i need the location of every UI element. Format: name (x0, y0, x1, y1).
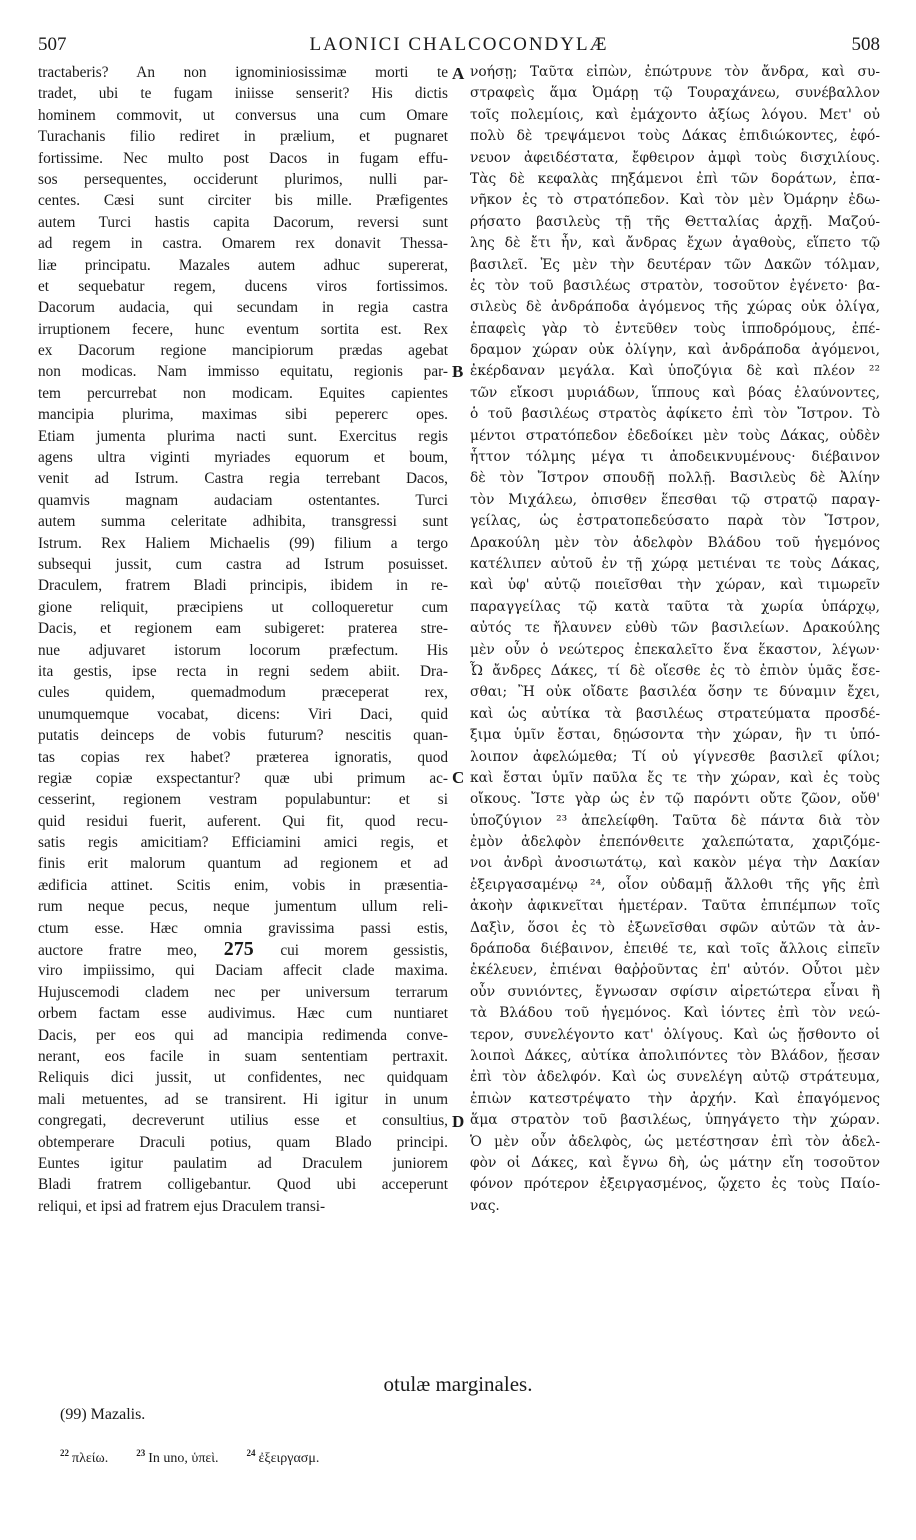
text-line: νοήσῃ; Ταῦτα εἰπὼν, ἐπώτρυνε τὸν ἄνδρα, καὶ συ- (470, 64, 880, 80)
text-line: ex Dacorum regione mancipiorum prædas agebat (38, 342, 448, 360)
section-marker-a: A (452, 64, 465, 83)
text-line: quid residui fuerit, auferent. Qui fit, quod recu- (38, 812, 448, 830)
text-line: autem summa celeritate adhibita, transgressi sunt (38, 513, 448, 531)
text-line: tradet, ubi te fugam iniisse senserit? His dictis (38, 85, 448, 103)
text-line: καὶ ὡς αὐτίκα τὰ βασιλέως στρατεύματα προσδέ- (470, 705, 880, 722)
text-line: ἧττον τόλμης μέγα τι ἀποδεικνυμένους· διέβαινον (470, 449, 880, 466)
text-line: quamvis magnam audaciam ostentantes. Turci (38, 491, 448, 509)
text-line: Draculem, fratrem Bladi principis, ibidem in re- (38, 577, 448, 595)
text-line: Istrum. Rex Haliem Michaelis (99) filium a tergo (38, 534, 448, 552)
inline-continuation: cui morem gessistis, (280, 942, 448, 960)
text-line: καὶ ἔσται ὑμῖν παῦλα ἔς τε τὴν χώραν, καὶ ἐς τοὺς (470, 769, 880, 786)
running-title: LAONICI CHALCOCONDYLÆ (309, 34, 609, 55)
text-line: τοῖς πολεμίοις, καὶ ἐμάχοντο ἀξίως λόγου. Μετ' οὐ (470, 106, 880, 123)
text-line: obtemperare Draculi potius, quam Blado principi. (38, 1133, 448, 1151)
text-line: δράποδα διέβαινον, ἐπειθέ τε, καὶ τοῖς ἄλλοις εἰπεῖν (470, 941, 880, 958)
text-line: νας. (470, 1197, 500, 1214)
text-line: Dacorum audacia, qui secundam in regia castra (38, 299, 448, 317)
text-line: καὶ ὑφ' αὐτῷ ποιεῖσθαι τὴν χώραν, καὶ τιμωρεῖν (470, 577, 880, 594)
text-line: ἐμὸν ἀδελφὸν ἐπεπόνθειτε χαλεπώτατα, χαριζόμε- (470, 834, 880, 851)
text-line: tem percurrebat non modicam. Equites capientes (38, 384, 448, 402)
text-line: regiæ copiæ exspectantur? quæ ubi primum ac- (38, 769, 448, 787)
text-line: νοι ἀνδρὶ ἀνοσιωτάτῳ, καὶ κακὸν μέγα τὴν Δακίαν (470, 855, 880, 872)
text-line: Dacis, per eos qui ad mancipia redimenda conve- (38, 1026, 448, 1044)
text-line: ctum esse. Hæc omnia gravissima passi estis, (38, 919, 448, 937)
text-line: στραφεὶς ἅμα Ὀμάρῃ τῷ Τουραχάνεω, συνέβαλλον (470, 85, 880, 102)
text-line: tas copias rex habet? præterea ignoratis, quod (38, 748, 448, 766)
text-line: τῶν εἴκοσι μυριάδων, ἵππους καὶ βόας ἐλαύνοντες, (470, 384, 880, 401)
text-line: Bladi fratrem colligebantur. Quod ubi acceperunt (38, 1176, 448, 1194)
text-line: tractaberis? An non ignominiosissimæ morti te (38, 64, 448, 81)
text-line: Ὁ μὲν οὖν ἀδελφὸς, ὡς μετέστησαν ἐπὶ τὸν ἀδελ- (470, 1133, 880, 1150)
text-line: gione reliquit, præcipiens ut colloqueretur cum (38, 598, 448, 616)
apparatus-text: πλείω. (72, 1450, 109, 1466)
text-line: autem Turci hastis capita Dacorum, reversi sunt (38, 213, 448, 231)
section-marker-d: D (452, 1112, 465, 1131)
text-line: subsequi jussit, cum castra ad Istrum posuisset. (38, 555, 448, 573)
text-line: δραμον χώραν οὐκ ὀλίγην, καὶ ἀνδράποδα ἀγόμενοι, (470, 342, 880, 359)
text-line: Τὰς δὲ κεφαλὰς πηξάμενοι ἐπὶ τῶν δοράτων, ἐπα- (470, 170, 880, 187)
text-line: ὁ τοῦ βασιλέως στρατὸς ἀφίκετο ἐπὶ τὸν Ἴστρον. Τὸ (470, 406, 880, 423)
greek-column (470, 62, 880, 1217)
text-line: Turachanis filio rediret in prælium, et pugnaret (38, 128, 448, 146)
text-line: irruptionem fecere, hunc eventum sortita est. Rex (38, 320, 448, 338)
text-line: congregati, decreverunt utilius esse et consultius, (38, 1112, 448, 1130)
text-line: ξιμα ὑμῖν ἔσται, δῃώσοντα τὴν χώραν, ἣν τι ὑπό- (470, 727, 880, 744)
text-line: Δρακούλη μὲν τὸν ἀδελφὸν Βλάδου τοῦ ἡγεμόνος (470, 534, 880, 551)
text-line: ἐπὶ τὸν ἀδελφόν. Καὶ ὡς συνελέγη αὐτῷ στράτευμα, (470, 1069, 880, 1086)
text-line: πολὺ δὲ τρεψάμενοι τοὺς Δάκας ἐπιδιώκοντες, ἐφό- (470, 128, 880, 145)
text-line: auctore fratre meo, 275 cui morem gessistis, (38, 939, 448, 961)
apparatus-number: 22 (60, 1448, 69, 1458)
text-line: γείλας, ὡς ἐστρατοπεδεύσατο παρὰ τὸν Ἴστρον, (470, 513, 880, 530)
left-page-number: 507 (38, 34, 67, 55)
text-line: non modicas. Nam immisso equitatu, regionis par- (38, 363, 448, 381)
section-marker-c: C (452, 768, 465, 787)
text-line: satis regis amicitiam? Efficiamini amici regis, et (38, 834, 448, 852)
text-line: venit ad Istrum. Castra regia terrebant Dacos, (38, 470, 448, 488)
text-line: rum neque pecus, neque jumentum ullum reli- (38, 898, 448, 916)
text-line: οὖν συνιόντες, ἔγνωσαν σφίσιν αἱρετώτερα εἶναι ἢ (470, 983, 880, 1000)
apparatus-text: ἐξειργασμ. (258, 1450, 320, 1466)
text-line: agens ultra viginti myriades equorum et boum, (38, 449, 448, 467)
text-line: ἐπιὼν κατεστρέψατο τὴν ἀρχήν. Καὶ ἐπαγόμενος (470, 1090, 880, 1107)
text-line: mali metuentes, ad se transirent. Hi igitur in unum (38, 1090, 448, 1108)
text-line: cules quidem, quemadmodum præceperat rex, (38, 684, 448, 702)
text-line: λοιπον ἀφελώμεθα; Τί οὐ γίγνεσθε βασιλεῖ φίλοι; (470, 748, 880, 765)
text-line: ἀκοὴν ἀφικνεῖται ἡμετέραν. Ταῦτα ἐπιπέμπων τοῖς (470, 898, 880, 915)
text-line: φὸν οἱ Δάκες, καὶ ἔγνω δὴ, ὡς μάτην εἴη τοσοῦτον (470, 1154, 880, 1171)
text-line: οἴκους. Ἴστε γὰρ ὡς ἐν τῷ παρόντι οὔτε ζῶον, οὔθ' (470, 791, 880, 808)
apparatus-entry (246, 1448, 334, 1466)
critical-apparatus (60, 1448, 347, 1467)
marginal-note-99: (99) Mazalis. (60, 1406, 146, 1423)
text-line: ἅμα στρατὸν τοῦ βασιλέως, ὑπηγάγετο τὴν χώραν. (470, 1112, 880, 1129)
apparatus-entry (60, 1448, 122, 1466)
text-line: φόνον πρότερον ἐξειργασμένος, ᾤχετο ἐς τοὺς Παίο- (470, 1176, 880, 1193)
text-line: orbem factam esse audivimus. Hæc cum nuntiaret (38, 1005, 448, 1023)
text-line: ρήσατο βασιλεὺς τῇ τῆς Θετταλίας ἀρχῇ. Μαζού- (470, 213, 880, 230)
text-line: μέντοι στρατόπεδον ἐδεδοίκει μὲν τοὺς Δάκας, οὐδὲν (470, 427, 880, 444)
text-line: ita gestis, ipse recta in regni sedem abiit. Dra- (38, 662, 448, 680)
text-line: ἐπαφεὶς γὰρ τὸ ἐντεῦθεν τοὺς ἱπποδρόμους, ἐπέ- (470, 320, 880, 337)
text-line: λοιποὶ Δάκες, αὐτίκα ἀπολιπόντες τὸν Βλάδον, ᾔεσαν (470, 1047, 880, 1064)
text-line: Etiam jumenta plurima nacti sunt. Exercitus regis (38, 427, 448, 445)
text-line: mancipia plurima, maximas sibi pepererc opes. (38, 406, 448, 424)
right-page-number: 508 (851, 34, 880, 55)
apparatus-number: 23 (136, 1448, 146, 1458)
text-line: ἐκέρδαναν μεγάλα. Καὶ ὑποζύγια δὲ καὶ πλέον ²² (470, 363, 880, 380)
text-line: liæ principatu. Mazales autem adhuc supererat, (38, 256, 448, 274)
text-line: Euntes igitur paulatim ad Draculem juniorem (38, 1154, 448, 1172)
apparatus-text: In uno, ὑπεὶ. (148, 1450, 219, 1466)
text-line: putatis deinceps de vobis futurum? nescitis quan- (38, 727, 448, 745)
text-line: unumquemque vocabat, dicens: Viri Daci, quid (38, 705, 448, 723)
text-line: Dacis, et regionem eam subigeret: praterea stre- (38, 620, 448, 638)
text-line: fortissime. Nec multo post Dacos in fugam effu- (38, 149, 448, 167)
text-line: hominem commovit, ut conversus una cum Omare (38, 106, 448, 124)
text-line: nue adjuvaret istorum locorum præfectum. His (38, 641, 448, 659)
text-line: αὐτός τε ἤλαυνεν εὐθὺ τῶν βασιλείων. Δρακούλης (470, 620, 880, 637)
text-line: σθαι; Ἢ οὐκ οἴδατε βασιλέα ὅσην τε δύναμιν ἔχει, (470, 684, 880, 701)
text-line: τὰ Βλάδου τοῦ ἡγεμόνος. Καὶ ἰόντες ἐπὶ τὸν νεώ- (470, 1005, 880, 1022)
section-marker-b: B (452, 362, 464, 381)
text-line: ἐς τὸν τοῦ βασιλέως στρατὸν, τοσοῦτον ἐγένετο· βα- (470, 277, 880, 294)
text-line: Δαξὶν, ὅσοι ἐς τὸ ἐξωνεῖσθαι σφῶν αὐτῶν τὰ ἀν- (470, 919, 880, 936)
text-line: ad regem in castra. Omarem rex donavit Thessa- (38, 235, 448, 253)
text-line: τὸν Μιχάλεω, ὀπισθεν ἕπεσθαι τῷ στρατῷ παραγ- (470, 491, 880, 508)
text-line: viro impiissimo, qui Daciam affecit clade maxima. (38, 962, 448, 980)
text-line: cesserint, regionem vestram populabuntur: et si (38, 791, 448, 809)
text-line: μὲν οὖν ὁ νεώτερος ἐπεκαλεῖτο ἕνα ἕκαστον, λέγων· (470, 641, 880, 658)
text-line: Hujuscemodi cladem nec per universum terrarum (38, 983, 448, 1001)
text-line: ὑποζύγιον ²³ ἀπελείφθη. Ταῦτα δὲ πάντα διὰ τὸν (470, 812, 880, 829)
text-line: παραγγείλας τῷ κατὰ ταῦτα τὰ χωρία ὑπάρχῳ, (470, 598, 880, 615)
apparatus-entry (136, 1448, 232, 1466)
text-line: et sequebatur regem, ducens viros fortissimos. (38, 277, 448, 295)
text-line: sos persequentes, occiderunt plurimos, nulli par- (38, 170, 448, 188)
text-line: σιλεὺς δὲ ἀνδράποδα ἀγόμενος τῆς χώρας οὐκ ὀλίγα, (470, 299, 880, 316)
text-line: δὲ τὸν Ἴστρον σπουδῇ πολλῇ. Βασιλεὺς δὲ Ἀλίην (470, 470, 880, 487)
marginal-notes-title: otulæ marginales. (383, 1372, 533, 1396)
column-number-mark: 275 (197, 939, 281, 961)
text-line: nerant, eos facile in suam sententiam pertraxit. (38, 1047, 448, 1065)
page-header (38, 34, 880, 60)
text-line: reliqui, et ipsi ad fratrem ejus Draculem transi- (38, 1197, 326, 1215)
text-line: νῆκον ἐς τὸ στρατόπεδον. Καὶ τὸν μὲν Ὀμάρην ἐδω- (470, 192, 880, 209)
text-line: ἐξειργασαμένῳ ²⁴, οἷον οὐδαμῇ ἄλλοθι τῆς γῆς ἐπὶ (470, 876, 880, 893)
text-line: λης δὲ ἔτι ἦν, καὶ ἄνδρας ἔχων ἀγαθοὺς, εἵπετο τῷ (470, 235, 880, 252)
text-line: Ὦ ἄνδρες Δάκες, τί δὲ οἴεσθε ἐς τὸ ἐπιὸν ὑμᾶς ἔσε- (470, 662, 880, 679)
text-line: ἐκέλευεν, ἐπιέναι θαῤῥοῦντας ἐπ' αὐτόν. Οὗτοι μὲν (470, 962, 880, 979)
text-line: ædificia attinet. Scitis enim, vobis in præsentia- (38, 876, 448, 894)
text-line: finis erit malorum quantum ad regionem et ad (38, 855, 448, 873)
text-line: κατέλιπεν αὐτοῦ ἐν τῇ χώρᾳ μετιέναι τε τοὺς Δάκας, (470, 555, 880, 572)
text-line: τερον, συνελέγοντο κατ' ὀλίγους. Καὶ ὡς ᾔσθοντο οἱ (470, 1026, 880, 1043)
text-line: Reliquis dici jussit, ut confidentes, nec quidquam (38, 1069, 448, 1087)
latin-column (38, 62, 448, 1217)
text-line: νευον ἀφειδέστατα, ἔφθειρον ἀμφὶ τοὺς δισχιλίους. (470, 149, 880, 166)
apparatus-number: 24 (246, 1448, 256, 1458)
text-line: βασιλεῖ. Ἐς μὲν τὴν δευτέραν τῶν Δακῶν τόλμαν, (470, 256, 880, 273)
text-line: centes. Cæsi sunt circiter bis mille. Præfigentes (38, 192, 448, 210)
